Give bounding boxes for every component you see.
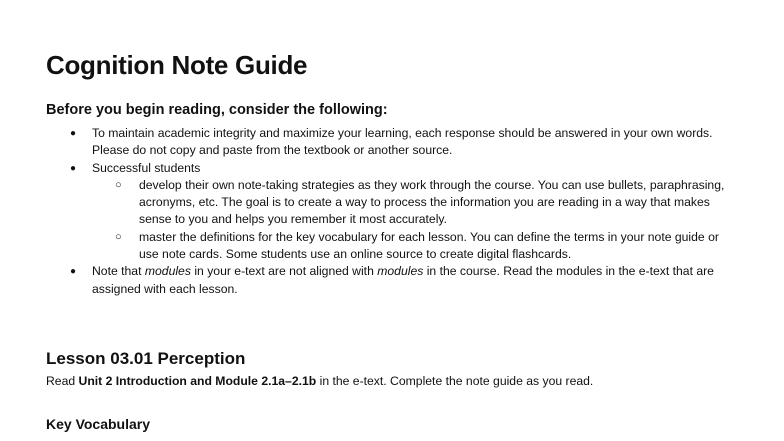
circle-bullet-icon: ○ (115, 178, 122, 191)
sub-list-item-text: master the definitions for the key vocabulary for each lesson. You can define the terms in your note guide or use note cards. Some students use an online source to create digital flashcards. (139, 229, 719, 262)
sub-list-item-text: develop their own note-taking strategies as they work through the course. You can use bullets, paraphrasing, acronyms, etc. The goal is to create a way to process the information you are reading in a way that makes sense to you and helps you remember it most accurately. (139, 177, 725, 227)
lesson-heading: Lesson 03.01 Perception (46, 349, 246, 368)
list-item-text: Successful students (92, 160, 201, 175)
circle-bullet-icon: ○ (115, 230, 122, 243)
page-title: Cognition Note Guide (46, 50, 308, 80)
list-item-successful-students (46, 160, 736, 264)
list-item-text-part: in your e-text are not aligned with (190, 264, 378, 279)
reading-post: in the e-text. Complete the note guide as you read. (316, 374, 594, 388)
reading-pre: Read (46, 374, 79, 388)
reading-assignment: Unit 2 Introduction and Module 2.1a–2.1b (78, 374, 317, 388)
list-item-modules-note (46, 263, 736, 298)
modules-emphasis: modules (377, 264, 424, 279)
bullet-icon: ● (70, 266, 77, 278)
sub-list-item-note-taking (92, 177, 736, 229)
list-item-text-part: in the course. Read the modules in the e-text that are assigned with each lesson. (92, 264, 714, 296)
reading-instruction (46, 374, 593, 388)
list-item-text: To maintain academic integrity and maximize your learning, each response should be answered in your own words. Please do not copy and paste from the textbook or another source. (92, 126, 713, 158)
key-vocabulary-heading: Key Vocabulary (46, 416, 151, 432)
modules-emphasis: modules (144, 264, 191, 279)
bullet-icon: ● (70, 128, 77, 139)
list-item-text-part: Note that (92, 264, 145, 279)
instructions-list (46, 125, 736, 298)
sub-list (92, 177, 736, 263)
list-item-integrity (46, 125, 736, 160)
bullet-icon: ● (70, 162, 77, 174)
intro-heading: Before you begin reading, consider the following: (46, 102, 388, 118)
sub-list-item-vocabulary (92, 229, 736, 264)
